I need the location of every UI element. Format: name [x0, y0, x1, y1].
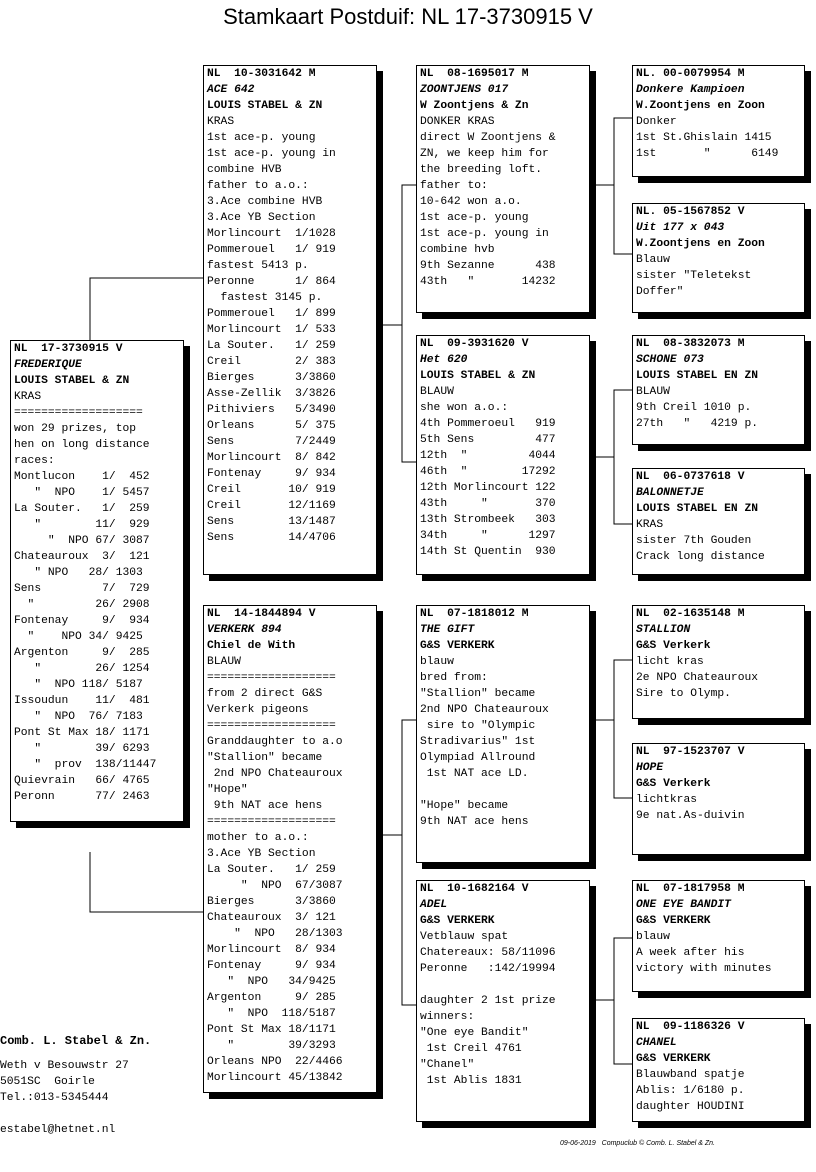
- card-line: 14th St Quentin 930: [420, 546, 556, 558]
- ring-number: NL 08-1695017 M: [420, 68, 529, 80]
- card-lines: [14, 389, 183, 805]
- card-line: 9e nat.As-duivin: [636, 810, 745, 822]
- card-line: Morlincourt 1/ 533: [207, 324, 336, 336]
- pigeon-card-main: [10, 340, 184, 822]
- card-line: 1st ace-p. young in: [207, 148, 336, 160]
- card-line: Creil 12/1169: [207, 500, 336, 512]
- card-line: Chateauroux 3/ 121: [14, 551, 150, 563]
- card-line: DONKER KRAS: [420, 116, 495, 128]
- card-lines: [636, 252, 804, 300]
- card-lines: [636, 517, 804, 565]
- card-line: 1st NAT ace LD.: [420, 768, 529, 780]
- card-line: 2e NPO Chateauroux: [636, 672, 759, 684]
- pigeon-name: BALONNETJE: [636, 487, 704, 499]
- breeder: G&S VERKERK: [420, 915, 495, 927]
- card-line: ===================: [207, 816, 336, 828]
- pigeon-card-sire-sire: [416, 65, 590, 313]
- card-line: Blauwband spatje: [636, 1069, 745, 1081]
- card-line: Sens 14/4706: [207, 532, 336, 544]
- footer-credit: 09-06-2019 Compuclub © Comb. L. Stabel & Zn.: [560, 1140, 715, 1147]
- card-line: Sens 13/1487: [207, 516, 336, 528]
- breeder: LOUIS STABEL EN ZN: [636, 370, 759, 382]
- card-line: " prov 138/11447: [14, 759, 157, 771]
- card-line: Morlincourt 8/ 934: [207, 944, 336, 956]
- pigeon-name: ADEL: [420, 899, 448, 911]
- card-line: fastest 5413 p.: [207, 260, 309, 272]
- ring-number: NL 08-3832073 M: [636, 338, 745, 350]
- card-line: " 39/3293: [207, 1040, 336, 1052]
- card-lines: [207, 654, 376, 1086]
- card-line: " 39/ 6293: [14, 743, 150, 755]
- card-line: Sens 7/2449: [207, 436, 336, 448]
- ring-number: NL 97-1523707 V: [636, 746, 745, 758]
- card-line: La Souter. 1/ 259: [14, 503, 150, 515]
- card-line: "Stallion" became: [420, 688, 536, 700]
- card-line: 9th Creil 1010 p.: [636, 402, 752, 414]
- pigeon-name: THE GIFT: [420, 624, 475, 636]
- card-line: father to:: [420, 180, 488, 192]
- card-line: from 2 direct G&S: [207, 688, 323, 700]
- card-line: Creil 10/ 919: [207, 484, 336, 496]
- card-line: combine HVB: [207, 164, 282, 176]
- card-line: 3.Ace combine HVB: [207, 196, 323, 208]
- card-line: Asse-Zellik 3/3826: [207, 388, 336, 400]
- card-line: direct W Zoontjens &: [420, 132, 556, 144]
- card-line: Pithiviers 5/3490: [207, 404, 336, 416]
- ring-number: NL 06-0737618 V: [636, 471, 745, 483]
- breeder: LOUIS STABEL & ZN: [207, 100, 323, 112]
- card-lines: [636, 1067, 804, 1115]
- owner-street: Weth v Besouwstr 27: [0, 1060, 129, 1072]
- card-line: Morlincourt 1/1028: [207, 228, 336, 240]
- card-line: 1st ace-p. young: [420, 212, 529, 224]
- card-line: 43th " 370: [420, 498, 556, 510]
- card-line: victory with minutes: [636, 963, 772, 975]
- card-line: mother to a.o.:: [207, 832, 309, 844]
- card-line: she won a.o.:: [420, 402, 509, 414]
- card-line: 1st ace-p. young: [207, 132, 316, 144]
- breeder: G&S VERKERK: [420, 640, 495, 652]
- pigeon-card-ddd: [632, 1018, 805, 1122]
- pigeon-name: ONE EYE BANDIT: [636, 899, 731, 911]
- owner-name: Comb. L. Stabel & Zn.: [0, 1034, 152, 1048]
- card-line: 5th Sens 477: [420, 434, 556, 446]
- card-line: ===================: [207, 672, 336, 684]
- card-line: Issoudun 11/ 481: [14, 695, 150, 707]
- ring-number: NL 02-1635148 M: [636, 608, 745, 620]
- pigeon-card-sire-dam: [416, 335, 590, 575]
- card-line: blauw: [420, 656, 454, 668]
- card-line: fastest 3145 p.: [207, 292, 323, 304]
- card-line: "One eye Bandit": [420, 1027, 529, 1039]
- card-line: ===================: [14, 407, 143, 419]
- card-line: Sire to Olymp.: [636, 688, 731, 700]
- ring-number: NL 09-3931620 V: [420, 338, 529, 350]
- breeder: G&S VERKERK: [636, 915, 711, 927]
- pigeon-name: HOPE: [636, 762, 664, 774]
- pigeon-name: VERKERK 894: [207, 624, 282, 636]
- card-line: sire to "Olympic: [420, 720, 536, 732]
- card-line: " NPO 34/ 9425: [14, 631, 143, 643]
- card-line: 9th Sezanne 438: [420, 260, 556, 272]
- card-line: " NPO 118/ 5187: [14, 679, 143, 691]
- card-line: Morlincourt 45/13842: [207, 1072, 343, 1084]
- card-line: [420, 782, 589, 798]
- card-line: Peronne 1/ 864: [207, 276, 336, 288]
- pigeon-name: ACE 642: [207, 84, 255, 96]
- card-line: Fontenay 9/ 934: [207, 960, 336, 972]
- breeder: Chiel de With: [207, 640, 296, 652]
- pigeon-name: SCHONE 073: [636, 354, 704, 366]
- pigeon-card-dam-dam: [416, 880, 590, 1122]
- card-line: 1st ace-p. young in: [420, 228, 549, 240]
- card-line: Doffer": [636, 286, 684, 298]
- card-line: 46th " 17292: [420, 466, 556, 478]
- card-line: ZN, we keep him for: [420, 148, 549, 160]
- card-line: " NPO 76/ 7183: [14, 711, 143, 723]
- card-lines: [636, 114, 804, 162]
- card-line: Vetblauw spat: [420, 931, 509, 943]
- card-line: KRAS: [636, 519, 664, 531]
- breeder: G&S VERKERK: [636, 1053, 711, 1065]
- ring-number: NL 14-1844894 V: [207, 608, 316, 620]
- card-line: races:: [14, 455, 55, 467]
- card-line: Fontenay 9/ 934: [207, 468, 336, 480]
- card-line: KRAS: [14, 391, 42, 403]
- breeder: W.Zoontjens en Zoon: [636, 100, 765, 112]
- pigeon-card-sdd: [632, 468, 805, 575]
- card-line: Chatereaux: 58/11096: [420, 947, 556, 959]
- breeder: LOUIS STABEL EN ZN: [636, 503, 759, 515]
- pigeon-card-sds: [632, 335, 805, 445]
- card-line: Granddaughter to a.o: [207, 736, 343, 748]
- card-line: " NPO 67/3087: [207, 880, 343, 892]
- card-line: Pommerouel 1/ 919: [207, 244, 336, 256]
- pigeon-card-dss: [632, 605, 805, 719]
- card-line: daughter 2 1st prize: [420, 995, 556, 1007]
- card-line: 1st Creil 4761: [420, 1043, 522, 1055]
- pigeon-card-sire: [203, 65, 377, 575]
- card-line: A week after his: [636, 947, 745, 959]
- card-line: sister "Teletekst: [636, 270, 752, 282]
- pigeon-card-ssd: [632, 203, 805, 313]
- pigeon-name: Het 620: [420, 354, 468, 366]
- card-line: 3.Ace YB Section: [207, 848, 316, 860]
- pigeon-name: STALLION: [636, 624, 691, 636]
- pigeon-card-sss: [632, 65, 805, 177]
- ring-number: NL 17-3730915 V: [14, 343, 123, 355]
- card-line: " NPO 28/ 1303: [14, 567, 143, 579]
- owner-city: 5051SC Goirle: [0, 1076, 95, 1088]
- card-line: Argenton 9/ 285: [207, 992, 336, 1004]
- card-line: 12th " 4044: [420, 450, 556, 462]
- card-line: the breeding loft.: [420, 164, 543, 176]
- card-line: Montlucon 1/ 452: [14, 471, 150, 483]
- card-line: licht kras: [636, 656, 704, 668]
- card-line: La Souter. 1/ 259: [207, 340, 336, 352]
- card-line: 34th " 1297: [420, 530, 556, 542]
- card-line: BLAUW: [207, 656, 241, 668]
- card-line: Sens 7/ 729: [14, 583, 150, 595]
- card-line: 9th NAT ace hens: [207, 800, 323, 812]
- card-line: winners:: [420, 1011, 475, 1023]
- owner-email[interactable]: estabel@hetnet.nl: [0, 1124, 116, 1136]
- card-line: "Chanel": [420, 1059, 475, 1071]
- breeder: LOUIS STABEL & ZN: [14, 375, 130, 387]
- ring-number: NL 07-1818012 M: [420, 608, 529, 620]
- card-line: Bierges 3/3860: [207, 896, 336, 908]
- card-line: 9th NAT ace hens: [420, 816, 529, 828]
- card-line: 27th " 4219 p.: [636, 418, 759, 430]
- card-line: 43th " 14232: [420, 276, 556, 288]
- pigeon-card-dam: [203, 605, 377, 1093]
- breeder: G&S Verkerk: [636, 778, 711, 790]
- ring-number: NL 07-1817958 M: [636, 883, 745, 895]
- card-line: " NPO 118/5187: [207, 1008, 336, 1020]
- card-line: Olympiad Allround: [420, 752, 536, 764]
- card-line: 13th Strombeek 303: [420, 514, 556, 526]
- ring-number: NL 10-3031642 M: [207, 68, 316, 80]
- card-line: Pommerouel 1/ 899: [207, 308, 336, 320]
- card-line: Stradivarius" 1st: [420, 736, 536, 748]
- card-line: " NPO 67/ 3087: [14, 535, 150, 547]
- card-line: 1st St.Ghislain 1415: [636, 132, 772, 144]
- card-lines: [420, 654, 589, 830]
- breeder: W.Zoontjens en Zoon: [636, 238, 765, 250]
- card-line: Chateauroux 3/ 121: [207, 912, 336, 924]
- ring-number: NL. 05-1567852 V: [636, 206, 745, 218]
- ring-number: NL 09-1186326 V: [636, 1021, 745, 1033]
- card-line: Blauw: [636, 254, 670, 266]
- card-line: Argenton 9/ 285: [14, 647, 150, 659]
- pigeon-card-dds: [632, 880, 805, 992]
- pigeon-card-dam-sire: [416, 605, 590, 863]
- pigeon-name: ZOONTJENS 017: [420, 84, 509, 96]
- card-line: " NPO 1/ 5457: [14, 487, 150, 499]
- card-lines: [420, 929, 589, 1089]
- card-line: Pont St Max 18/ 1171: [14, 727, 150, 739]
- card-line: " 26/ 1254: [14, 663, 150, 675]
- card-line: "Hope": [207, 784, 248, 796]
- card-line: hen on long distance: [14, 439, 150, 451]
- card-lines: [636, 384, 804, 432]
- page-title: Stamkaart Postduif: NL 17-3730915 V: [223, 4, 593, 29]
- card-line: 10-642 won a.o.: [420, 196, 522, 208]
- card-line: [420, 977, 589, 993]
- card-line: BLAUW: [420, 386, 454, 398]
- ring-number: NL. 00-0079954 M: [636, 68, 745, 80]
- owner-phone: Tel.:013-5345444: [0, 1092, 109, 1104]
- card-line: 12th Morlincourt 122: [420, 482, 556, 494]
- card-line: 3.Ace YB Section: [207, 212, 316, 224]
- card-lines: [636, 792, 804, 824]
- pigeon-card-dsd: [632, 743, 805, 855]
- card-line: BLAUW: [636, 386, 670, 398]
- card-line: "Stallion" became: [207, 752, 323, 764]
- card-line: Morlincourt 8/ 842: [207, 452, 336, 464]
- card-line: lichtkras: [636, 794, 698, 806]
- card-line: Donker: [636, 116, 677, 128]
- card-line: Crack long distance: [636, 551, 765, 563]
- card-line: Bierges 3/3860: [207, 372, 336, 384]
- card-line: Fontenay 9/ 934: [14, 615, 150, 627]
- card-line: "Hope" became: [420, 800, 509, 812]
- card-line: father to a.o.:: [207, 180, 309, 192]
- card-line: 1st " 6149: [636, 148, 779, 160]
- card-line: blauw: [636, 931, 670, 943]
- card-line: " NPO 28/1303: [207, 928, 343, 940]
- ring-number: NL 10-1682164 V: [420, 883, 529, 895]
- card-line: 2nd NPO Chateauroux: [420, 704, 549, 716]
- card-line: 1st Ablis 1831: [420, 1075, 522, 1087]
- card-lines: [636, 654, 804, 702]
- card-line: ===================: [207, 720, 336, 732]
- card-line: " 11/ 929: [14, 519, 150, 531]
- card-line: Peronne :142/19994: [420, 963, 556, 975]
- card-lines: [420, 114, 589, 290]
- card-lines: [207, 114, 376, 546]
- card-line: 2nd NPO Chateauroux: [207, 768, 343, 780]
- breeder: LOUIS STABEL & ZN: [420, 370, 536, 382]
- breeder: W Zoontjens & Zn: [420, 100, 529, 112]
- pigeon-name: CHANEL: [636, 1037, 677, 1049]
- card-line: Orleans NPO 22/4466: [207, 1056, 343, 1068]
- card-line: Peronn 77/ 2463: [14, 791, 150, 803]
- card-line: Creil 2/ 383: [207, 356, 336, 368]
- pigeon-name: Uit 177 x 043: [636, 222, 725, 234]
- card-line: Orleans 5/ 375: [207, 420, 336, 432]
- card-line: bred from:: [420, 672, 488, 684]
- breeder: G&S Verkerk: [636, 640, 711, 652]
- pigeon-name: FREDERIQUE: [14, 359, 82, 371]
- card-line: Pont St Max 18/1171: [207, 1024, 336, 1036]
- card-line: " NPO 34/9425: [207, 976, 336, 988]
- card-line: 4th Pommeroeul 919: [420, 418, 556, 430]
- card-lines: [636, 929, 804, 977]
- card-line: KRAS: [207, 116, 235, 128]
- card-line: won 29 prizes, top: [14, 423, 137, 435]
- card-line: Ablis: 1/6180 p.: [636, 1085, 745, 1097]
- pigeon-name: Donkere Kampioen: [636, 84, 745, 96]
- card-line: sister 7th Gouden: [636, 535, 752, 547]
- card-line: daughter HOUDINI: [636, 1101, 745, 1113]
- card-line: " 26/ 2908: [14, 599, 150, 611]
- card-lines: [420, 384, 589, 560]
- card-line: Quievrain 66/ 4765: [14, 775, 150, 787]
- card-line: Verkerk pigeons: [207, 704, 309, 716]
- card-line: La Souter. 1/ 259: [207, 864, 336, 876]
- card-line: combine hvb: [420, 244, 495, 256]
